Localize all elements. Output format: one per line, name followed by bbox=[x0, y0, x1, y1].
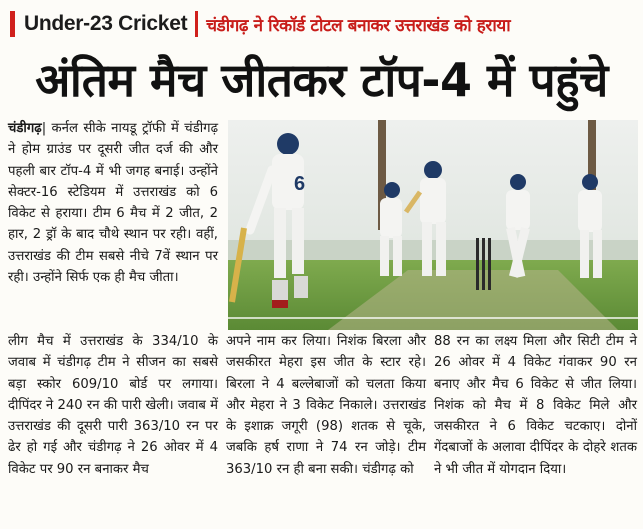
svg-text:6: 6 bbox=[294, 173, 306, 195]
article-column-2 bbox=[226, 331, 426, 480]
dateline: चंडीगढ़ bbox=[8, 121, 42, 136]
match-photo bbox=[228, 120, 638, 330]
article-paragraph: अपने नाम कर लिया। निशंक बिरला और जसकीरत मेहरा इस जीत के स्टार रहे। बिरला ने 4 बल्लेबाजों को चलता किया और मेहरा ने 3 विकेट निकाले। उत्तराखंड के इशाक्र जगूरी (98) शतक से चूके, जबकि हर्ष राणा ने 74 रन जोड़े। टीम 363/10 रन ही बना सकी। चंडीगढ़ को bbox=[226, 334, 426, 477]
article-intro: | कर्नल सीके नायडू ट्रॉफी में चंडीगढ़ ने होम ग्राउंड पर दूसरी जीत दर्ज की और पहली बार टॉप-4 में भी जगह बनाई। उन्होंने सेक्टर-16 स्टेडियम में उत्तराखंड को 6 विकेट से हराया। टीम 6 मैच में 2 जीत, 2 हार, 2 ड्रॉ के बाद चौथे स्थान पर रही। वहीं, उत्तराखंड की टीम सबसे नीचे 7वें स्थान पर रही। उन्होंने सिर्फ एक ही मैच जीता। bbox=[8, 121, 218, 286]
article-paragraph: लीग मैच में उत्तराखंड के 334/10 के जवाब में चंडीगढ़ टीम ने सीजन का सबसे बड़ा स्कोर 609/10 बोर्ड पर लगाया। दीपिंदर ने 240 रन की पारी खेली। जवाब में उत्तराखंड की दूसरी पारी 363/10 रन पर ढेर हो गई और चंडीगढ़ ने 26 ओवर में 4 विकेट पर 90 रन बनाकर मैच bbox=[8, 334, 218, 477]
subheadline: चंडीगढ़ ने रिकॉर्ड टोटल बनाकर उत्तराखंड को हराया bbox=[206, 15, 511, 36]
article-column-3 bbox=[434, 331, 637, 480]
section-kicker: Under-23 Cricket bbox=[24, 12, 188, 35]
kicker-divider bbox=[195, 11, 198, 37]
section-marker bbox=[10, 11, 15, 37]
topbar bbox=[0, 4, 643, 44]
article-column-1-top bbox=[8, 118, 218, 288]
cricket-match-photo-icon bbox=[228, 120, 638, 330]
article-paragraph: 88 रन का लक्ष्य मिला और सिटी टीम ने 26 ओवर में 4 विकेट गंवाकर 90 रन बनाए और मैच 6 विकेट से जीत लिया। निशंक को मैच में 8 विकेट मिले और जसकीरत ने 6 विकेट चटकाए। दोनों गेंदबाजों के अलावा दीपिंदर के दोहरे शतक ने भी जीत में योगदान दिया। bbox=[434, 334, 637, 477]
article-column-1-bottom bbox=[8, 331, 218, 480]
headline: अंतिम मैच जीतकर टॉप-4 में पहुंचे bbox=[35, 53, 608, 107]
